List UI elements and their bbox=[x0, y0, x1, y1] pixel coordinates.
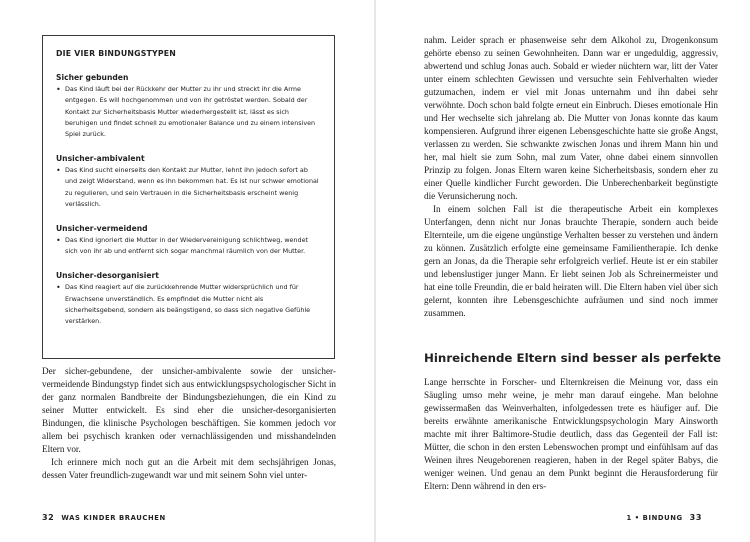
right-body-text-2 bbox=[424, 376, 718, 493]
paragraph: Der sicher-gebundene, der unsicher-ambivalente sowie der unsicher-vermeidende Bindungstyp findet sich aus entwicklungspsychologischer Sicht in der ganz normalen Bandbreite der Bindungsbeziehungen, die ein Kind zu seiner Mutter entwickelt. Es sind eher die unsicher-desorganisierten Bindungen, die klinische Psychologen beschäftigen. Sie kommen jedoch vor allem bei psychisch kranken oder vernachlässigenden und misshandelnden Eltern vor. bbox=[42, 366, 336, 454]
info-box bbox=[42, 35, 335, 359]
left-page bbox=[0, 0, 374, 542]
type-heading-avoidant: Unsicher-vermeidend bbox=[56, 224, 148, 234]
paragraph: Lange herrschte in Forscher- und Elternkreisen die Meinung vor, dass ein Säugling umso mehr weine, je mehr man darauf eingehe. Man belohne gewissermaßen das Weinverhalten, infolgedessen trete es häufiger auf. Die bereits erwähnte amerikanische Entwicklungspsychologin Mary Ainsworth machte mit ihrer Baltimore-Studie deutlich, dass das Gegenteil der Fall ist: Mütter, die schon in den ersten Lebenswochen prompt und einfühlsam auf das Weinen ihres Neugeborenen reagieren, haben in der Regel später Babys, die weniger weinen. Und genau an dem Punkt beginnt die Herausforderung für Eltern: Denn während in den ers- bbox=[424, 377, 718, 491]
page-number: 32 bbox=[42, 513, 55, 522]
left-body-text bbox=[42, 365, 336, 482]
paragraph: In einem solchen Fall ist die therapeutische Arbeit ein komplexes Unterfangen, denn nicht nur Jonas brauchte Therapie, sondern auch beide Elternteile, um die eigene ungünstige Verhalten besser zu verstehen und ändern zu können. Zusätzlich erfolgte eine gemeinsame Familientherapie. Ich denke gern an Jonas, da die Therapie sehr erfolgreich verlief. Heute ist er ein stabiler und lebenslustiger junger Mann. Er liebt seinen Job als Schreinermeister und hat eine tolle Freundin, die er bald heiraten will. Die Eltern haben viel über sich gelernt, konnten ihre Lebensgeschichte aufräumen und sind noch immer zusammen. bbox=[424, 204, 718, 318]
footer-right bbox=[626, 513, 702, 522]
paragraph: nahm. Leider sprach er phasenweise sehr dem Alkohol zu, Drogenkonsum gehörte ebenso zu seinen Gewohnheiten. Dann war er ungeduldig, aggressiv, abwertend und schlug Jonas auch. Sobald er wieder nüchtern war, litt der Vater unter einem schlechten Gewissen und versuchte sein Fehlverhalten wieder gutzumachen, indem er viel mit Jonas unternahm und ihn dabei sehr verwöhnte. Doch schon bald folgte erneut ein Einbruch. Dieses emotionale Hin und Her wechselte sich jahrelang ab. Die Mutter von Jonas konnte das kaum kompensieren. Aufgrund ihrer eigenen Lebensgeschichte hatte sie große Angst, verlassen zu werden. Sie schwankte zwischen Jonas und ihrem Mann hin und her, mal hielt sie zum Sohn, mal zum Vater, ohne dabei einem sinnvollen Prinzip zu folgen. Jonas Eltern waren keine Sicherheitsbasis, sondern eher zu einer Quelle kindlicher Furcht geworden. Die Unberechenbarkeit begünstigte die Verunsicherung noch. bbox=[424, 35, 718, 201]
type-heading-secure: Sicher gebunden bbox=[56, 73, 129, 83]
type-heading-ambivalent: Unsicher-ambivalent bbox=[56, 154, 145, 164]
running-chapter: 1 • BINDUNG bbox=[626, 514, 683, 522]
right-page bbox=[376, 0, 750, 542]
running-title: WAS KINDER BRAUCHEN bbox=[61, 514, 166, 522]
type-heading-disorganized: Unsicher-desorganisiert bbox=[56, 271, 159, 281]
page-number: 33 bbox=[689, 513, 702, 522]
type-text-ambivalent: • Das Kind sucht einerseits den Kontakt zur Mutter, lehnt ihn jedoch sofort ab und zeigt Widerstand, wenn es ihn bekommen hat. Es ist nur schwer emotional zu regulieren, und sein Vertrauen in die Sicherheitsbasis erscheint wenig verlässlich. bbox=[56, 165, 321, 210]
section-heading: Hinreichende Eltern sind besser als perfekte bbox=[424, 351, 722, 365]
type-text-secure: • Das Kind läuft bei der Rückkehr der Mutter zu ihr und streckt ihr die Arme entgegen. Es will hochgenommen und von ihr getröstet werden. Sobald der Kontakt zur Sicherheitsbasis Mutter wiederhergestellt ist, lässt es sich beruhigen und findet schnell zu emotionaler Balance und zu einem intensiven Spiel zurück. bbox=[56, 84, 321, 140]
type-text-disorganized: • Das Kind reagiert auf die zurückkehrende Mutter widersprüchlich und für Erwachsene unverständlich. Es empfindet die Mutter nicht als sicherheitsgebend, sondern als beängstigend, so dass sich negative Gefühle verstärken. bbox=[56, 282, 321, 327]
right-body-text bbox=[424, 34, 718, 320]
paragraph: Ich erinnere mich noch gut an die Arbeit mit dem sechsjährigen Jonas, dessen Vater freundlich-zugewandt war und mit seinem Sohn viel unter- bbox=[42, 457, 336, 480]
type-text-avoidant: • Das Kind ignoriert die Mutter in der Wiedervereinigung schlichtweg, wendet sich von ihr ab und entfernt sich sogar manchmal räumlich von der Mutter. bbox=[56, 235, 321, 257]
info-box-title: DIE VIER BINDUNGSTYPEN bbox=[56, 49, 177, 58]
footer-left bbox=[42, 513, 166, 522]
